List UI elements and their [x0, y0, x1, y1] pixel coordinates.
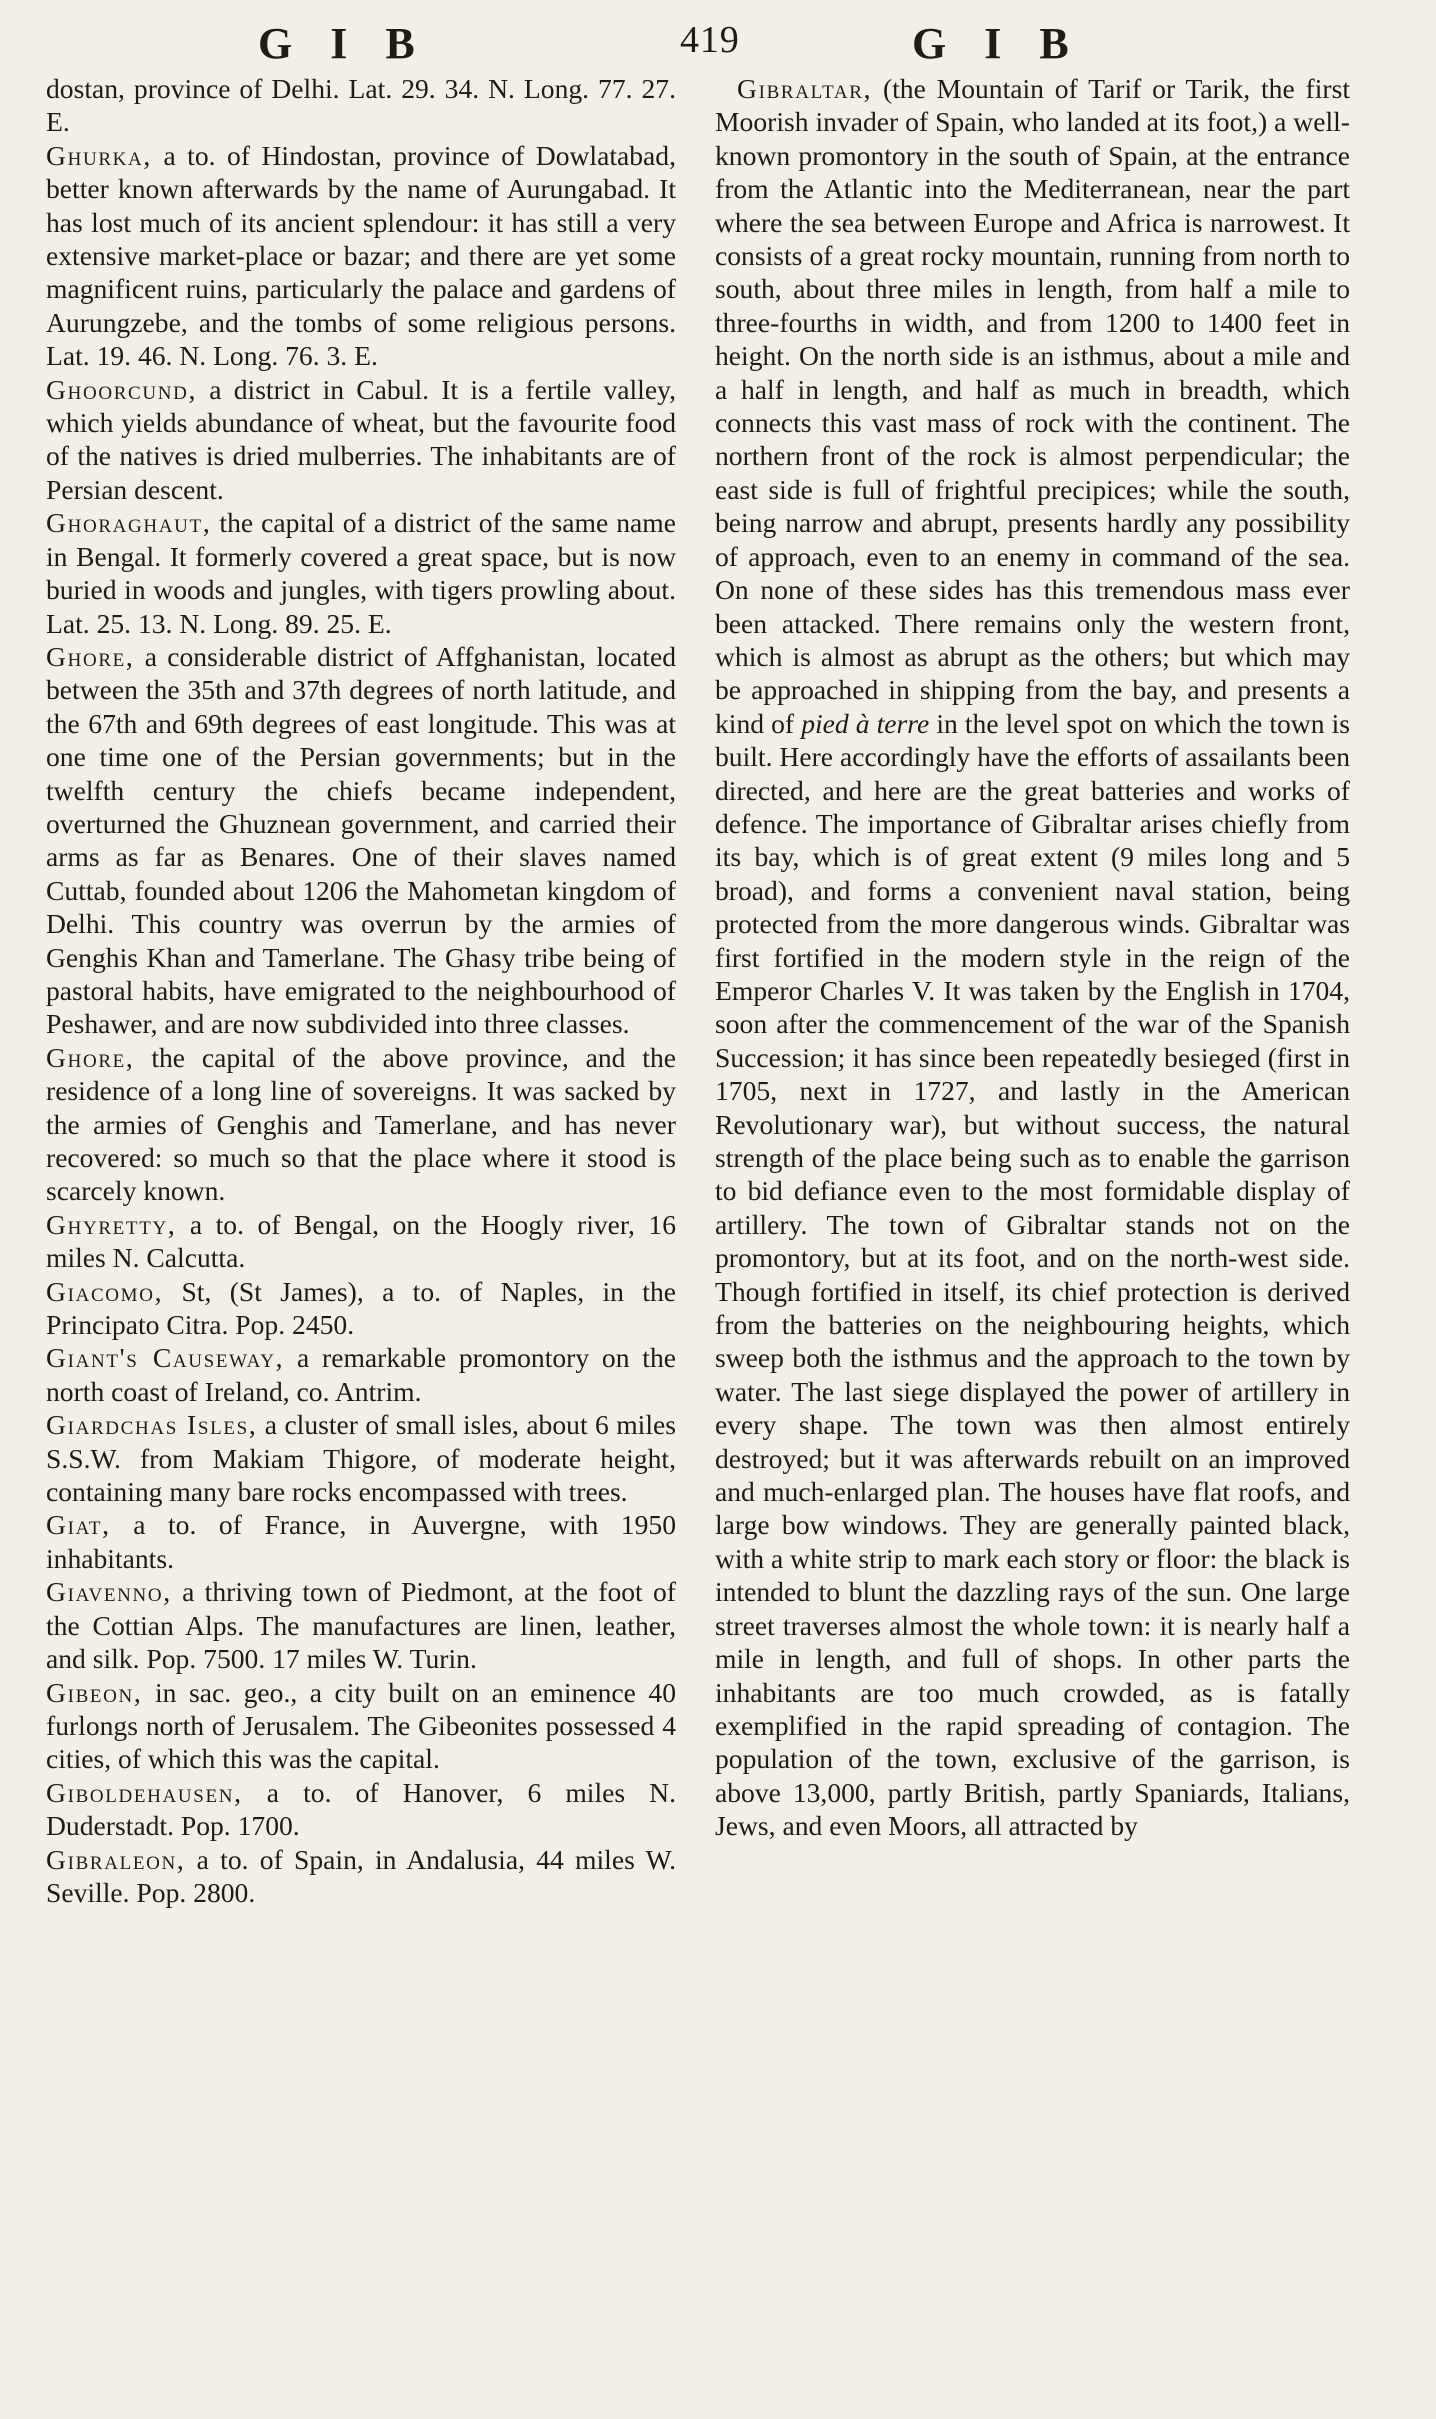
entry-text: the capital of the above province, and the residence of a long line of sovereigns. It was sacked by the armies of Genghis and Tamerlane, and has never recovered: so much so that the place where it stood is scarcely known.: [46, 1041, 676, 1207]
entry-text: a district in Cabul. It is a fertile valley, which yields abundance of wheat, but the favourite food of the natives is dried mulberries. The inhabitants are of Persian descent.: [46, 373, 676, 505]
gazetteer-entry: [46, 1575, 676, 1675]
entry-text: a cluster of small isles, about 6 miles S.S.W. from Makiam Thigore, of moderate height, containing many bare rocks encompassed with trees.: [46, 1409, 676, 1508]
entry-headword: Giavenno,: [46, 1576, 172, 1608]
entry-italic-phrase: pied à terre: [801, 707, 930, 739]
entry-headword: Ghoorcund,: [46, 373, 198, 405]
entry-text: dostan, province of Delhi. Lat. 29. 34. N. Long. 77. 27. E.: [46, 73, 676, 138]
entry-text: in sac. geo., a city built on an eminence 40 furlongs north of Jerusalem. The Gibeonites possessed 4 cities, of which this was the capital.: [46, 1676, 676, 1775]
entry-text: a remarkable promontory on the north coast of Ireland, co. Antrim.: [46, 1342, 676, 1407]
right-column: [715, 72, 1350, 1843]
entry-headword: Ghurka,: [46, 139, 152, 171]
entry-text: a to. of Spain, in Andalusia, 44 miles W. Seville. Pop. 2800.: [46, 1843, 676, 1908]
entry-text: (the Mountain of Tarif or Tarik, the first Moorish invader of Spain, who landed at its foot,) a well-known promontory in the south of Spain, at the entrance from the Atlantic into the Mediterranean, near the part where the sea between Europe and Africa is narrowest. It consists of a great rocky mountain, running from north to south, about three miles in length, from half a mile to three-fourths in width, and from 1200 to 1400 feet in height. On the north side is an isthmus, about a mile and a half in length, and half as much in breadth, which connects this vast mass of rock with the continent. The northern front of the rock is almost perpendicular; the east side is full of frightful precipices; while the south, being narrow and abrupt, presents hardly any possibility of approach, even to an enemy in command of the sea. On none of these sides has this tremendous mass ever been attacked. There remains only the western front, which is almost as abrupt as the others; but which may be approached in shipping from the bay, and presents a kind of: [715, 73, 1350, 739]
gazetteer-entry-gibraltar: [715, 72, 1350, 1843]
gazetteer-entry: [46, 1776, 676, 1843]
entry-text: in the level spot on which the town is built. Here accordingly have the efforts of assailants been directed, and here are the great batteries and works of defence. The importance of Gibraltar arises chiefly from its bay, which is of great extent (9 miles long and 5 broad), and forms a convenient naval station, being protected from the more dangerous winds. Gibraltar was first fortified in the modern style in the reign of the Emperor Charles V. It was taken by the English in 1704, soon after the commencement of the war of the Spanish Succession; it has since been repeatedly besieged (first in 1705, next in 1727, and lastly in the American Revolutionary war), but without success, the natural strength of the place being such as to enable the garrison to bid defiance even to the most formidable display of artillery. The town of Gibraltar stands not on the promontory, but at its foot, and on the north-west side. Though fortified in itself, its chief protection is derived from the batteries on the neighbouring heights, which sweep both the isthmus and the approach to the town by water. The last siege displayed the power of artillery in every shape. The town was then almost entirely destroyed; but it was afterwards rebuilt on an improved and much-enlarged plan. The houses have flat roofs, and large bow windows. They are generally painted black, with a white strip to mark each story or floor: the black is intended to blunt the dazzling rays of the sun. One large street traverses almost the whole town: it is nearly half a mile in length, and full of shops. In other parts the inhabitants are too much crowded, as is fatally exemplified in the rapid spreading of contagion. The population of the town, exclusive of the garrison, is above 13,000, partly British, partly Spaniards, Italians, Jews, and even Moors, all attracted by: [715, 707, 1351, 1842]
entry-headword: Ghore,: [46, 1041, 135, 1073]
gazetteer-entry: [46, 1041, 676, 1208]
entry-headword: Gibraltar,: [737, 73, 873, 104]
gazetteer-entry: [46, 72, 676, 139]
gazetteer-entry: [46, 506, 676, 640]
entry-headword: Ghyretty,: [46, 1208, 177, 1240]
gazetteer-entry: [46, 640, 676, 1041]
entry-text: a to. of Hanover, 6 miles N. Duderstadt. Pop. 1700.: [46, 1776, 676, 1842]
gazetteer-entry: [46, 1676, 676, 1776]
gazetteer-entry: [46, 373, 676, 507]
entry-text: St, (St James), a to. of Naples, in the Principato Citra. Pop. 2450.: [46, 1275, 676, 1341]
entry-headword: Gibeon,: [46, 1676, 143, 1708]
entry-headword: Giardchas Isles,: [46, 1409, 258, 1441]
header-right-guideword: GIB: [912, 19, 1107, 68]
entry-text: a thriving town of Piedmont, at the foot of the Cottian Alps. The manufactures are linen, leather, and silk. Pop. 7500. 17 miles W. Turin.: [46, 1576, 676, 1675]
gazetteer-entry: [46, 1208, 676, 1275]
entry-headword: Gibraleon,: [46, 1843, 186, 1875]
gazetteer-entry: [46, 1408, 676, 1508]
page-number: 419: [680, 19, 740, 61]
gazetteer-entry: [46, 1843, 676, 1910]
header-left-guideword: GIB: [258, 19, 453, 68]
entry-headword: Giacomo,: [46, 1275, 164, 1307]
entry-headword: Ghore,: [46, 640, 135, 672]
entry-text: the capital of a district of the same name in Bengal. It formerly covered a great space, but is now buried in woods and jungles, with tigers prowling about. Lat. 25. 13. N. Long. 89. 25. E.: [46, 507, 676, 639]
gazetteer-entry: [46, 1508, 676, 1575]
gazetteer-entry: [46, 139, 676, 373]
entry-text: a to. of France, in Auvergne, with 1950 inhabitants.: [46, 1509, 676, 1574]
entry-headword: Giant's Causeway,: [46, 1342, 285, 1374]
running-header: [0, 18, 1436, 68]
gazetteer-entry: [46, 1341, 676, 1408]
entry-text: a considerable district of Affghanistan, located between the 35th and 37th degrees of north latitude, and the 67th and 69th degrees of east longitude. This was at one time one of the Persian governments; but in the twelfth century the chiefs became independent, overturned the Ghuznean government, and carried their arms as far as Benares. One of their slaves named Cuttab, founded about 1206 the Mahometan kingdom of Delhi. This country was overrun by the armies of Genghis Khan and Tamerlane. The Ghasy tribe being of pastoral habits, have emigrated to the neighbourhood of Peshawer, and are now subdivided into three classes.: [46, 640, 676, 1040]
entry-text: a to. of Bengal, on the Hoogly river, 16 miles N. Calcutta.: [46, 1208, 676, 1274]
entry-text: a to. of Hindostan, province of Dowlatabad, better known afterwards by the name of Aurungabad. It has lost much of its ancient splendour: it has still a very extensive market-place or bazar; and there are yet some magnificent ruins, particularly the palace and gardens of Aurungzebe, and the tombs of some religious persons. Lat. 19. 46. N. Long. 76. 3. E.: [46, 139, 676, 372]
entry-headword: Ghoraghaut,: [46, 507, 212, 539]
left-column: [46, 72, 676, 1909]
entry-headword: Giat,: [46, 1509, 111, 1541]
entry-headword: Giboldehausen,: [46, 1776, 243, 1808]
gazetteer-entry: [46, 1275, 676, 1342]
